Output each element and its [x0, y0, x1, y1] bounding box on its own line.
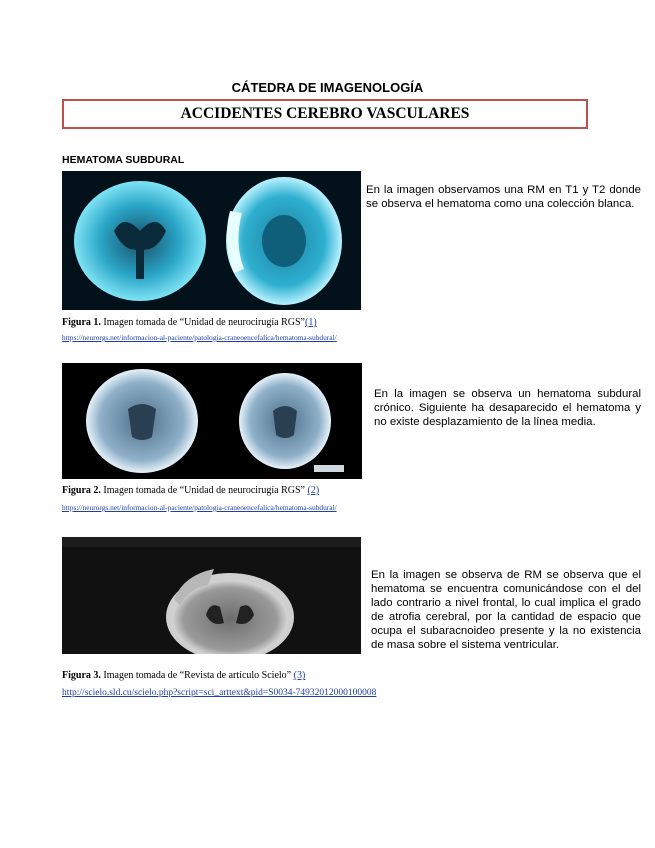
figure-2-label: Figura 2.	[62, 485, 101, 496]
figure-1-ref-link[interactable]: (1)	[305, 317, 317, 328]
figure-3-caption-text: Imagen tomada de “Revista de artículo Scielo”	[103, 670, 292, 681]
figure-3-image	[62, 537, 361, 654]
figure-3-ref-link[interactable]: (3)	[293, 670, 306, 681]
figure-2-ref-link[interactable]: (2)	[307, 485, 320, 496]
figure-2-caption	[62, 485, 319, 496]
figure-1-url-link[interactable]: https://neurorgs.net/informacion-al-paciente/patologia-craneoencefalica/hematoma-subdural/	[62, 333, 337, 342]
figure-2-image	[62, 363, 362, 479]
figure-1-label: Figura 1.	[62, 317, 101, 328]
department-heading: CÁTEDRA DE IMAGENOLOGÍA	[231, 80, 424, 95]
figure-3-label: Figura 3.	[62, 670, 101, 681]
figure-1-description: En la imagen observamos una RM en T1 y T2 donde se observa el hematoma como una colección blanca.	[366, 184, 641, 210]
figure-2-caption-text: Imagen tomada de “Unidad de neurocirugía RGS”	[103, 485, 305, 496]
page-title: ACCIDENTES CEREBRO VASCULARES	[180, 105, 470, 122]
figure-1-image	[62, 171, 361, 310]
title-box	[62, 99, 588, 129]
figure-3-caption	[62, 670, 305, 681]
figure-2-description: En la imagen se observa un hematoma subdural crónico. Siguiente ha desaparecido el hematoma y no existe desplazamiento de la línea media.	[374, 388, 641, 428]
figure-1-caption-text: Imagen tomada de “Unidad de neurocirugía RGS”	[103, 317, 305, 328]
section-title: HEMATOMA SUBDURAL	[62, 154, 185, 166]
figure-3-description: En la imagen se observa de RM se observa que el hematoma se encuentra comunicándose con el del lado contrario a nivel frontal, lo cual implica el grado de atrofia cerebral, por la cantidad de espacio que ocupa el subaracnoideo presente y la no existencia de masa sobre el sistema ventricular.	[371, 569, 641, 651]
figure-2-url-link[interactable]: https://neurorgs.net/informacion-al-paciente/patologia-craneoencefalica/hematoma-subdural/	[62, 503, 337, 512]
figure-1-caption	[62, 317, 317, 328]
figure-3-url-link[interactable]: http://scielo.sld.cu/scielo.php?script=sci_arttext&pid=S0034-74932012000100008	[62, 688, 377, 698]
